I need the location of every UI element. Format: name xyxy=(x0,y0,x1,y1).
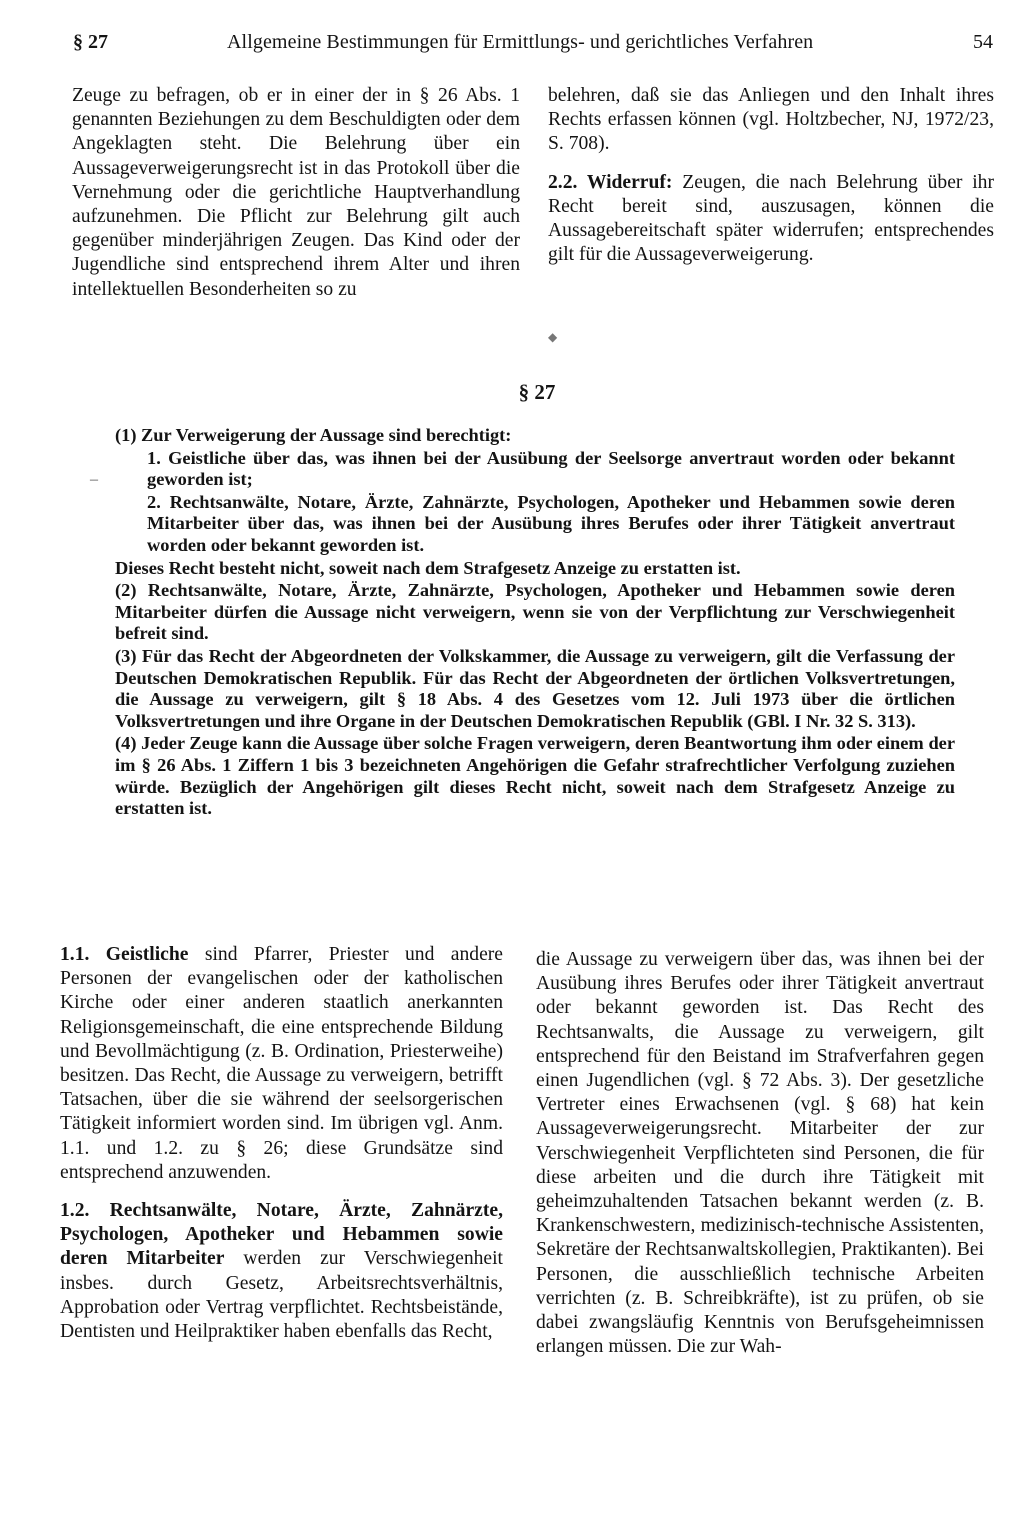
margin-mark: – xyxy=(90,471,98,488)
section-heading: § 27 xyxy=(518,380,556,404)
top-right-paragraph-1: belehren, daß sie das Anliegen und den Inhalt ihres Rechts erfassen können (vgl. Holtzbecher, NJ, 1972/23, S. 708). xyxy=(548,85,994,155)
header-title: Allgemeine Bestimmungen für Ermittlungs- und gerichtliches Verfahren xyxy=(227,31,814,53)
statute-para-4: (4) Jeder Zeuge kann die Aussage über solche Fragen verweigern, deren Beantwortung ihm oder einem der im § 26 Abs. 1 Ziffern 1 bis 3 bezeichneten Angehörigen die Gefahr strafrechtlicher Verfolgung zuziehen würde. Bezüglich der Angehörigen gilt dieses Recht nicht, soweit nach dem Strafgesetz Anzeige zu erstatten ist. xyxy=(115,733,955,819)
statute-para-1-tail: Dieses Recht besteht nicht, soweit nach dem Strafgesetz Anzeige zu erstatten ist. xyxy=(115,557,741,578)
widerruf-text: Zeugen, die nach Belehrung über ihr Recht bereit sind, auszusagen, können die Aussagebereitschaft später widerrufen; entsprechendes gilt für die Aussageverweigerung. xyxy=(548,171,994,266)
bottom-right-paragraph: die Aussage zu verweigern über das, was ihnen bei der Ausübung ihres Berufes oder ihrer Tätigkeit anvertraut oder bekannt geworden ist. Das Recht des Rechtsanwalts, die Aussage zu verweigern, gilt entsprechend für den Beistand im Strafverfahren gegen einen Jugendlichen (vgl. § 72 Abs. 3). Der gesetzliche Vertreter eines Erwachsenen (vgl. § 68) hat kein Aussageverweigerungsrecht. Mitarbeiter der zur Verschwiegenheit Verpflichteten sind Personen, die für diese arbeiten und die durch ihre Tätigkeit mit geheimzuhaltenden Tatsachen bekannt werden (z. B. Krankenschwestern, medizinisch-technische Assistenten, Sekretäre der Rechtsanwaltskollegien, Praktikanten). Bei Personen, die ausschließlich technische Arbeiten verrichten (z. B. Schreibkräfte), ist zu prüfen, ob sie dabei zwangsläufig Kenntnis von Berufsgeheimnissen erlangen müssen. Die zur Wah- xyxy=(536,949,984,1358)
page-number: 54 xyxy=(973,31,993,53)
annotation-1-2-text: werden zur Verschwiegenheit insbes. durch Gesetz, Arbeitsrechtsverhältnis, Approbation oder Vertrag verpflichtet. Rechtsbeistände, Dentisten und Heilpraktiker haben ebenfalls das Recht, xyxy=(60,1248,503,1343)
top-left-paragraph: Zeuge zu befragen, ob er in einer der in § 26 Abs. 1 genannten Beziehungen zu dem Beschuldigten oder dem Angeklagten steht. Die Belehrung über ein Aussageverweigerungsrecht ist in das Protokoll über die Vernehmung oder die gerichtliche Hauptverhandlung aufzunehmen. Die Pflicht zur Belehrung gilt auch gegenüber minderjährigen Zeugen. Das Kind oder der Jugendliche sind entsprechend ihrem Alter und ihren intellektuellen Besonderheiten so zu xyxy=(72,85,520,300)
statute-para-2: (2) Rechtsanwälte, Notare, Ärzte, Zahnärzte, Psychologen, Apotheker und Hebammen sowie deren Mitarbeiter dürfen die Aussage nicht verweigern, wenn sie von der Verpflichtung zur Verschwiegenheit befreit sind. xyxy=(115,580,955,644)
statute-text xyxy=(90,425,955,821)
statute-item-2: 2. Rechtsanwälte, Notare, Ärzte, Zahnärzte, Psychologen, Apotheker und Hebammen sowie deren Mitarbeiter über das, was ihnen bei der Ausübung ihres Berufes oder ihrer Tätigkeit anvertraut worden oder bekannt geworden ist. xyxy=(147,491,955,555)
running-header xyxy=(73,31,993,61)
stray-mark: ◆ xyxy=(548,330,558,344)
top-right-paragraph-2 xyxy=(548,171,994,268)
annotation-1-2-heading: 1.2. Rechtsanwälte, Notare, Ärzte, Zahnärzte, Psychologen, Apotheker und Hebammen sowie deren Mitarbeiter xyxy=(60,1200,503,1270)
statute-para-1-head: (1) Zur Verweigerung der Aussage sind berechtigt: xyxy=(115,425,512,445)
statute-para-3: (3) Für das Recht der Abgeordneten der Volkskammer, die Aussage zu verweigern, gilt die Verfassung der Deutschen Demokratischen Republik. Für das Recht der Abgeordneten der örtlichen Volksvertretungen, die Aussage zu verweigern, gilt § 18 Abs. 4 des Gesetzes vom 12. Juli 1973 über die örtlichen Volksvertretungen und ihre Organe in der Deutschen Demokratischen Republik (GBl. I Nr. 32 S. 313). xyxy=(115,645,955,731)
statute-item-1: 1. Geistliche über das, was ihnen bei der Ausübung der Seelsorge anvertraut worden oder bekannt geworden ist; xyxy=(147,447,955,490)
annotation-1-1-text: sind Pfarrer, Priester und andere Personen der evangelischen oder der katholischen Kirche oder einer anderen staatlich anerkannten Religionsgemeinschaft, die eine entsprechende Bildung und Bevollmächtigung (z. B. Ordination, Priesterweihe) besitzen. Das Recht, die Aussage zu verweigern, betrifft Tatsachen, über die sie während der seelsorgerischen Tätigkeit informiert worden sind. Im übrigen vgl. Anm. 1.1. und 1.2. zu § 26; diese Grundsätze sind entsprechend anzuwenden. xyxy=(60,944,503,1183)
annotation-1-1 xyxy=(60,943,503,1185)
annotation-1-1-heading: 1.1. Geistliche xyxy=(60,944,189,965)
top-left-column xyxy=(72,84,520,302)
header-section: § 27 xyxy=(73,31,108,53)
top-right-column xyxy=(548,84,994,267)
widerruf-heading: 2.2. Widerruf: xyxy=(548,171,673,193)
bottom-left-column xyxy=(60,943,503,1344)
bottom-right-column xyxy=(536,948,984,1359)
annotation-1-2 xyxy=(60,1199,503,1344)
